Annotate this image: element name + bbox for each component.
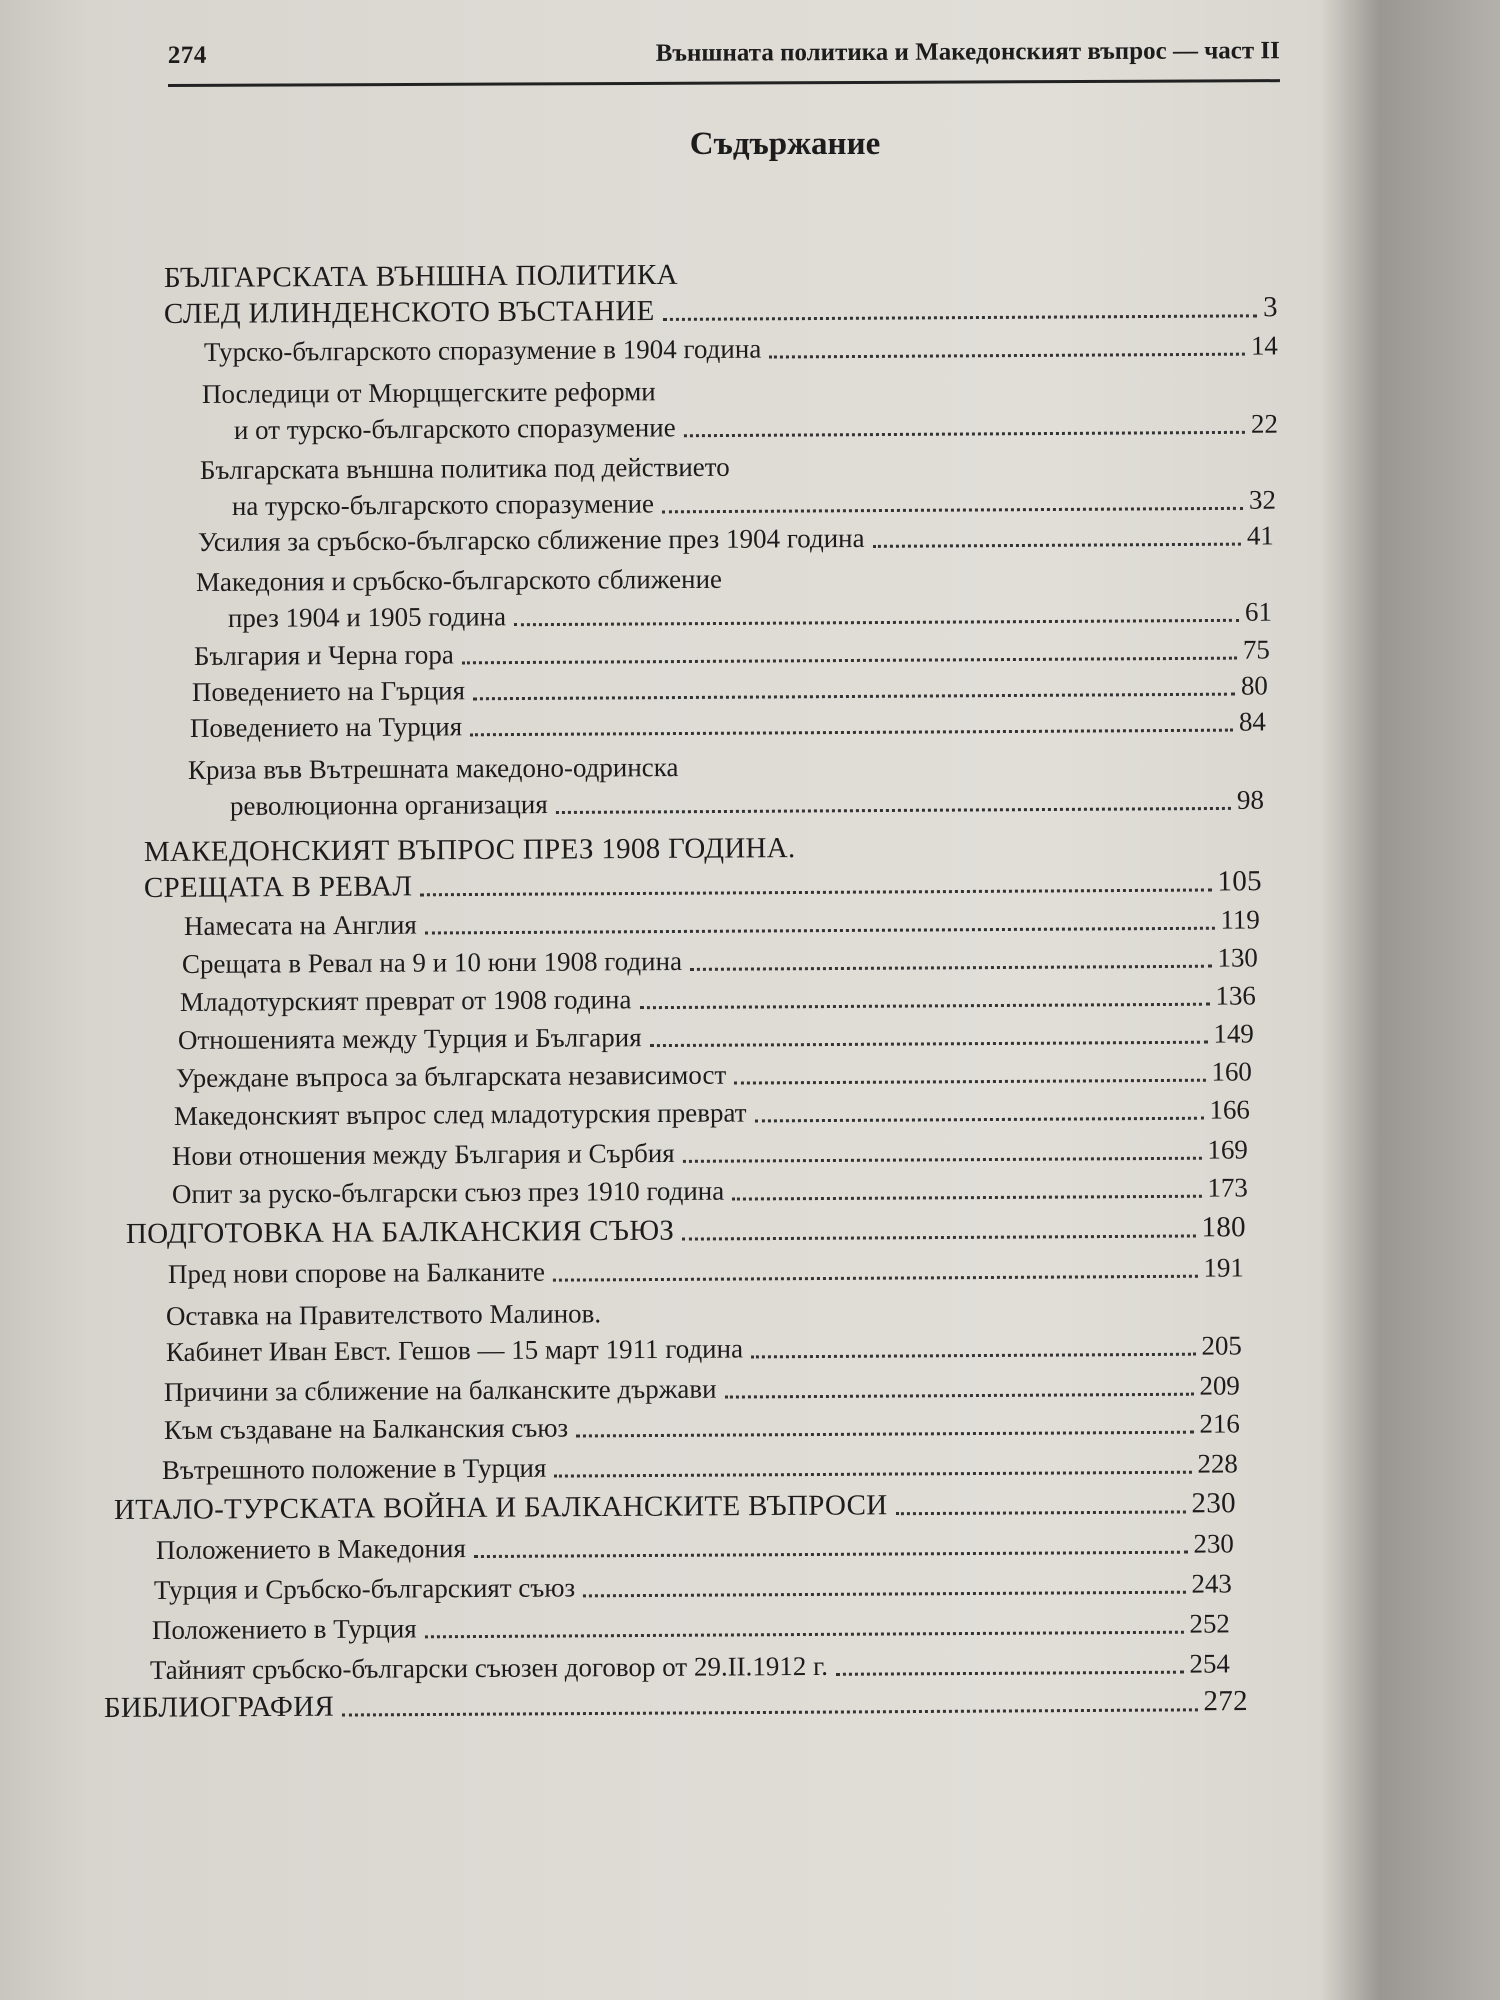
toc-entry [156,1527,1234,1566]
toc-page-number: 80 [1240,670,1268,701]
toc-entry [176,1055,1252,1094]
leader-dots [514,619,1239,626]
leader-dots [420,888,1211,896]
leader-dots [474,1551,1188,1558]
leader-dots [895,1510,1185,1515]
leader-dots [690,965,1211,971]
toc-entry-label: и от турско-българското споразумение [233,412,676,446]
leader-dots [470,729,1233,737]
toc-entry-label: Младотурският преврат от 1908 година [179,984,632,1017]
leader-dots [583,1591,1185,1598]
toc-entry-label: Турция и Сръбско-българският съюз [153,1572,576,1605]
toc-page-number: 243 [1191,1568,1232,1599]
toc-bibliography-entry [104,1685,1248,1724]
toc-entry [166,1329,1242,1368]
toc-entry [228,596,1272,634]
toc-page-number: 169 [1207,1134,1248,1165]
toc-page-number: 252 [1189,1608,1230,1639]
leader-dots [462,657,1237,665]
toc-entry [194,633,1270,672]
toc-page-number: 166 [1209,1094,1250,1125]
toc-page-number: 149 [1213,1018,1254,1049]
leader-dots [473,693,1235,701]
leader-dots [769,353,1245,359]
toc-entry [190,705,1266,744]
toc-page-number: 105 [1217,865,1262,898]
toc-entry [172,1171,1248,1210]
toc-page-number: 136 [1215,980,1256,1011]
toc-chapter-entry [144,865,1262,904]
toc-entry-line: МАКЕДОНСКИЯТ ВЪПРОС ПРЕЗ 1908 ГОДИНА. [143,832,796,868]
leader-dots [836,1671,1183,1676]
toc-entry-label: Поведението на Гърция [191,675,466,707]
toc-entry [230,784,1264,822]
leader-dots [554,1471,1191,1478]
toc-page-number: 173 [1207,1172,1248,1203]
toc-entry [162,1447,1238,1486]
toc-page-number: 22 [1250,408,1278,439]
toc-entry-line: Оставка на Правителството Малинов. [165,1298,602,1331]
toc-chapter-entry [126,1211,1246,1250]
toc-entry-label: Македонският въпрос след младотурския преврат [173,1097,747,1131]
toc-page-number: 14 [1250,330,1278,361]
toc-page-number: 254 [1189,1648,1230,1679]
toc-page-number: 41 [1246,520,1274,551]
toc-entry-label: Уреждане въпроса за българската независимост [175,1059,727,1093]
toc-page-number: 228 [1197,1448,1238,1479]
leader-dots [683,1157,1202,1163]
toc-page-number: 209 [1199,1370,1240,1401]
toc-entry [198,519,1274,558]
toc-entry-label: ПОДГОТОВКА НА БАЛКАНСКИЯ СЪЮЗ [125,1214,675,1250]
toc-page-number: 191 [1203,1252,1244,1283]
leader-dots [639,1003,1209,1009]
toc-entry [150,1647,1230,1686]
toc-page-number: 216 [1199,1408,1240,1439]
toc-page-number: 230 [1191,1487,1236,1520]
toc-entry-label: СЛЕД ИЛИНДЕНСКОТО ВЪСТАНИЕ [163,295,655,330]
leader-dots [755,1117,1204,1123]
toc-entry-label: Срещата в Ревал на 9 и 10 юни 1908 година [181,945,683,979]
toc-entry [164,1407,1240,1446]
toc-entry-label: революционна организация [229,789,548,821]
toc-entry-label: СРЕЩАТА В РЕВАЛ [143,870,413,904]
toc-page-number: 3 [1262,291,1278,324]
leader-dots [342,1708,1197,1716]
running-title: Външната политика и Македонският въпрос — част II [655,37,1280,67]
toc-page-number: 180 [1201,1211,1246,1244]
toc-page-number: 230 [1193,1528,1234,1559]
toc-page-number: 32 [1248,484,1276,515]
toc-entry [154,1567,1232,1606]
toc-page-number: 98 [1236,784,1264,815]
toc-entry-label: Усилия за сръбско-българско сближение през 1904 година [197,522,865,557]
toc-entry-label: Пред нови спорове на Балканите [167,1256,546,1289]
toc-entry-label: Намесата на Англия [183,909,417,941]
toc-entry-line: БЪЛГАРСКАТА ВЪНШНА ПОЛИТИКА [163,258,678,294]
toc-entry-label: Тайният сръбско-български съюзен договор от 29.II.1912 г. [149,1650,828,1685]
toc-entry-label: Положението в Македония [155,1533,466,1565]
toc-entry [178,1017,1254,1056]
toc-entry [164,1369,1240,1408]
toc-entry [204,329,1278,368]
toc-entry [232,484,1276,522]
leader-dots [553,1275,1197,1282]
toc-entry [184,903,1260,942]
leader-dots [650,1041,1208,1047]
toc-entry-label: на турско-българското споразумение [231,488,655,521]
toc-entry [152,1607,1230,1646]
toc-entry-label: Причини за сближение на балканските държави [163,1373,717,1407]
toc-chapter-entry [114,1487,1236,1526]
toc-entry [180,979,1256,1018]
toc-entry-line: Македония и сръбско-българското сближение [195,563,723,597]
toc-entry-label: Опит за руско-български съюз през 1910 година [171,1175,725,1209]
toc-entry-label: Към създаване на Балканския съюз [163,1412,569,1445]
toc-chapter-entry [164,291,1278,330]
toc-page-number: 160 [1211,1056,1252,1087]
toc-entry-label: Нови отношения между България и Сърбия [171,1137,675,1171]
toc-entry-line: Последици от Мюрцщегските реформи [201,376,656,410]
toc-entry-line: Криза във Вътрешната македоно-одринска [187,752,679,785]
leader-dots [732,1195,1201,1201]
toc-entry-label: Кабинет Иван Евст. Гешов — 15 март 1911 година [165,1333,744,1367]
leader-dots [751,1353,1195,1359]
leader-dots [425,1631,1184,1639]
leader-dots [725,1393,1194,1399]
toc-entry [174,1093,1250,1132]
toc-entry-line: Българската външна политика под действието [199,451,730,486]
toc-entry-label: Положението в Турция [151,1613,417,1645]
toc-title: Съдържание [689,126,881,162]
toc-entry-label: България и Черна гора [193,639,454,671]
toc-page-number: 61 [1244,596,1272,627]
toc-entry-label: Поведението на Турция [189,711,463,743]
toc-entry-label: ИТАЛО-ТУРСКАТА ВОЙНА И БАЛКАНСКИТЕ ВЪПРОСИ [113,1489,888,1526]
toc-entry-label: БИБЛИОГРАФИЯ [103,1690,335,1724]
leader-dots [734,1079,1205,1085]
page-number: 274 [167,41,207,70]
toc-page-number: 205 [1201,1330,1242,1361]
leader-dots [556,807,1231,814]
toc-entry-label: Турско-българското споразумение в 1904 година [203,333,762,368]
toc-page-number: 272 [1203,1685,1248,1718]
toc-entry [168,1251,1244,1290]
leader-dots [425,927,1215,935]
leader-dots [873,543,1241,548]
leader-dots [662,507,1243,514]
leader-dots [684,431,1245,437]
toc-page-number: 130 [1217,942,1258,973]
leader-dots [663,314,1258,321]
toc-page-number: 84 [1238,706,1266,737]
toc-page-number: 75 [1242,634,1270,665]
toc-entry-label: Вътрешното положение в Турция [161,1452,547,1485]
toc-entry [192,669,1268,708]
toc-entry-label: Отношенията между Турция и България [177,1022,642,1055]
leader-dots [576,1431,1193,1438]
toc-entry [234,408,1278,446]
leader-dots [682,1234,1195,1240]
toc-entry-label: през 1904 и 1905 година [227,601,507,633]
toc-entry [172,1133,1248,1172]
toc-page-number: 119 [1220,904,1260,935]
toc-entry [182,941,1258,980]
